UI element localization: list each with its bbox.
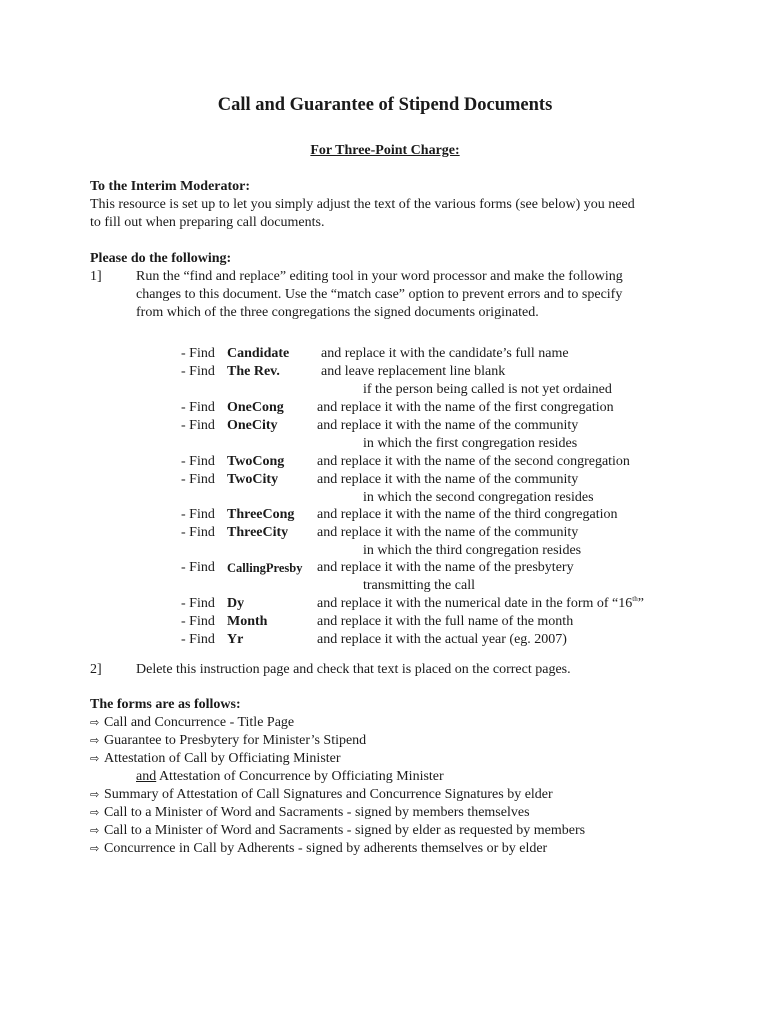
form-item-label: Summary of Attestation of Call Signatures and Concurrence Signatures by elder xyxy=(104,787,553,802)
find-key-month: Month xyxy=(227,614,268,629)
find-key-the-rev: The Rev. xyxy=(227,364,280,379)
find-label: - Find xyxy=(181,418,215,433)
form-item xyxy=(90,714,294,732)
find-label: - Find xyxy=(181,346,215,361)
arrow-right-icon: ⇨ xyxy=(90,788,100,801)
arrow-right-icon: ⇨ xyxy=(90,806,100,819)
arrow-right-icon: ⇨ xyxy=(90,734,100,747)
form-item-label: Guarantee to Presbytery for Minister’s Stipend xyxy=(104,733,367,748)
form-item xyxy=(90,804,530,822)
moderator-text-line-1: This resource is set up to let you simply adjust the text of the various forms (see below) you need xyxy=(90,197,635,212)
ordinal-suffix: th xyxy=(632,595,638,603)
replace-desc-threecong: and replace it with the name of the third congregation xyxy=(317,507,618,522)
arrow-right-icon: ⇨ xyxy=(90,752,100,765)
find-label: - Find xyxy=(181,472,215,487)
find-label: - Find xyxy=(181,632,215,647)
replace-desc-threecity-cont: in which the third congregation resides xyxy=(363,543,582,558)
form-item xyxy=(90,750,341,768)
form-item-label: Call to a Minister of Word and Sacraments - signed by members themselves xyxy=(104,805,530,820)
find-key-threecity: ThreeCity xyxy=(227,525,289,540)
find-key-twocity: TwoCity xyxy=(227,472,279,487)
find-label: - Find xyxy=(181,560,215,575)
step-1-line-1: Run the “find and replace” editing tool in your word processor and make the following xyxy=(136,269,623,284)
document-title: Call and Guarantee of Stipend Documents xyxy=(217,95,553,115)
arrow-right-icon: ⇨ xyxy=(90,824,100,837)
arrow-right-icon: ⇨ xyxy=(90,716,100,729)
replace-desc-onecity-cont: in which the first congregation resides xyxy=(363,436,578,451)
arrow-right-icon: ⇨ xyxy=(90,842,100,855)
form-item-label: Call and Concurrence - Title Page xyxy=(104,715,295,730)
form-item-label: Concurrence in Call by Adherents - signed by adherents themselves or by elder xyxy=(104,841,548,856)
replace-desc-twocity-cont: in which the second congregation resides xyxy=(363,490,594,505)
instructions-heading: Please do the following: xyxy=(90,251,232,266)
step-1-number: 1] xyxy=(90,269,102,284)
step-1-line-3: from which of the three congregations the signed documents originated. xyxy=(136,305,539,320)
form-item xyxy=(90,822,585,840)
replace-desc-the-rev: and leave replacement line blank xyxy=(321,364,506,379)
attestation-and: and xyxy=(136,769,157,784)
find-label: - Find xyxy=(181,400,215,415)
find-key-onecong: OneCong xyxy=(227,400,284,415)
find-key-onecity: OneCity xyxy=(227,418,278,433)
replace-desc-dy-text: and replace it with the numerical date in the form of “16 xyxy=(317,596,633,611)
replace-desc-month: and replace it with the full name of the month xyxy=(317,614,574,629)
find-key-callingpresby: CallingPresby xyxy=(227,561,303,575)
replace-desc-twocity: and replace it with the name of the community xyxy=(317,472,579,487)
replace-desc-candidate: and replace it with the candidate’s full name xyxy=(321,346,569,361)
find-key-dy: Dy xyxy=(227,596,245,611)
find-label: - Find xyxy=(181,614,215,629)
step-2-number: 2] xyxy=(90,662,102,677)
moderator-heading: To the Interim Moderator: xyxy=(90,179,251,194)
step-1-line-2: changes to this document. Use the “match case” option to prevent errors and to specify xyxy=(136,287,623,302)
attestation-rest: Attestation of Concurrence by Officiating Minister xyxy=(156,769,444,784)
find-key-twocong: TwoCong xyxy=(227,454,285,469)
find-label: - Find xyxy=(181,454,215,469)
replace-desc-twocong: and replace it with the name of the second congregation xyxy=(317,454,630,469)
document-subtitle: For Three-Point Charge: xyxy=(310,143,460,158)
replace-desc-the-rev-cont: if the person being called is not yet ordained xyxy=(363,382,612,397)
find-key-yr: Yr xyxy=(227,632,244,647)
form-item-label: Attestation of Call by Officiating Minister xyxy=(104,751,341,766)
replace-desc-callingpresby: and replace it with the name of the presbytery xyxy=(317,560,574,575)
forms-heading: The forms are as follows: xyxy=(90,697,241,712)
replace-desc-yr: and replace it with the actual year (eg. 2007) xyxy=(317,632,567,647)
find-key-threecong: ThreeCong xyxy=(227,507,295,522)
replace-desc-dy xyxy=(317,595,644,613)
find-label: - Find xyxy=(181,596,215,611)
form-item-label: Call to a Minister of Word and Sacraments - signed by elder as requested by members xyxy=(104,823,586,838)
find-label: - Find xyxy=(181,364,215,379)
replace-desc-onecity: and replace it with the name of the community xyxy=(317,418,579,433)
find-label: - Find xyxy=(181,507,215,522)
find-key-candidate: Candidate xyxy=(227,346,290,361)
moderator-text-line-2: to fill out when preparing call documents. xyxy=(90,215,325,230)
form-item-continuation xyxy=(136,768,444,786)
replace-desc-callingpresby-cont: transmitting the call xyxy=(363,578,475,593)
form-item xyxy=(90,840,547,858)
form-item xyxy=(90,732,366,750)
replace-desc-threecity: and replace it with the name of the community xyxy=(317,525,579,540)
form-item xyxy=(90,786,553,804)
step-2-text: Delete this instruction page and check that text is placed on the correct pages. xyxy=(136,662,571,677)
replace-desc-onecong: and replace it with the name of the first congregation xyxy=(317,400,614,415)
replace-desc-dy-end: ” xyxy=(637,596,644,611)
find-label: - Find xyxy=(181,525,215,540)
